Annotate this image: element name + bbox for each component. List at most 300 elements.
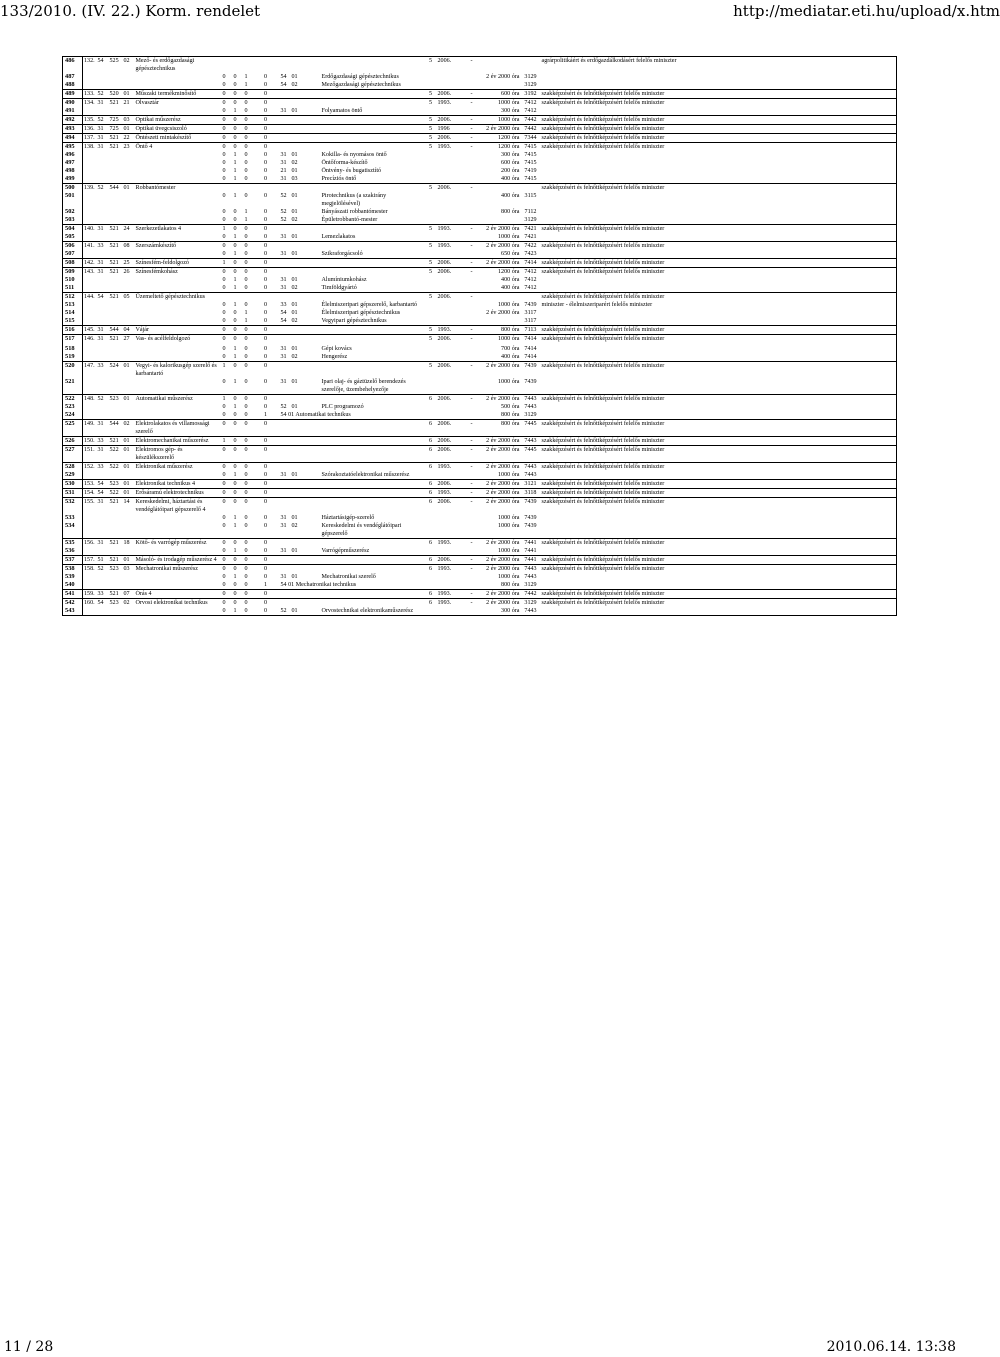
dash-mark: - [463,599,481,608]
structure-flag: 0 [230,125,241,134]
dash-mark: - [463,420,481,437]
feor-code: 3129 [524,74,537,80]
okj-field-code: 725 [109,125,123,134]
okj-field-code: 521 [109,143,123,152]
responsible-ministry: szakképzésért és felnőttképzésért felelős miniszter [541,362,897,379]
training-hours: 500 óra [501,404,520,410]
okj-level-code: 52 [97,90,109,99]
part-number: 143. [84,269,95,275]
table-row [63,573,897,581]
feor-code: 7422 [521,242,541,251]
structure-flag: 0 [241,539,252,548]
responsible-ministry: szakképzésért és felnőttképzésért felelős miniszter [541,116,897,125]
okj-field-code [109,343,123,353]
structure-flag: 0 [233,209,237,215]
training-hours: 1000 óra [481,233,521,242]
structure-flag: 0 [219,326,230,335]
structure-flag: 1 [219,259,230,268]
structure-flag: 0 [241,565,252,574]
feor-code: 7113 [521,326,541,335]
sub-qualification-name [321,242,425,251]
training-hours: 600 óra [501,160,520,166]
qualification-name: Öntészeti mintakészítő [135,134,219,143]
sub-code-a: 31 [280,353,291,362]
year-value [437,411,463,420]
sub-qualification-name [321,57,425,74]
sub-code-a: 31 [280,522,291,539]
okj-level-code: 31 [97,99,109,108]
table-row [63,607,897,616]
structure-flag [219,57,230,74]
sub-code-a [280,184,291,193]
responsible-ministry: szakképzésért és felnőttképzésért felelős miniszter [541,125,897,134]
level-value [425,208,437,216]
qualification-name: Vas- és acélfeldolgozó [135,335,219,344]
okj-seq-code: 14 [123,498,135,515]
sub-qualification-name [321,225,425,234]
qualification-name: Kötő- és varrógép műszerész [135,539,219,548]
responsible-ministry: miniszter - élelmiszeriparért felelős miniszter [541,301,897,309]
structure-flag: 0 [241,335,252,344]
okj-field-code: 523 [109,599,123,608]
okj-seq-code: 02 [123,420,135,437]
sub-code-c [303,353,321,362]
okj-field-code [109,353,123,362]
row-number: 500 [63,184,83,193]
sub-code-a [280,134,291,143]
sub-code-a [280,599,291,608]
training-hours: 400 óra [481,284,521,293]
structure-flag: 0 [241,411,252,420]
row-number: 508 [63,259,83,268]
okj-field-code: 521 [109,539,123,548]
sub-qualification-name: Alumíniumkohász [321,277,367,283]
browser-print-footer [0,1338,960,1357]
okj-seq-code: 01 [123,556,135,565]
structure-flag: 1 [244,74,248,80]
okj-level-code: 54 [97,293,109,302]
structure-flag: 0 [230,242,241,251]
year-value: 2006. [437,134,463,143]
level-value: 5 [425,143,437,152]
sub-code-c [303,471,321,480]
year-value: 2006. [437,420,463,437]
sub-code-c [303,167,321,175]
structure-flag [252,57,280,74]
part-number [83,573,97,581]
training-hours: 1200 óra [481,268,521,277]
part-number [83,175,97,184]
structure-flag: 0 [252,590,280,599]
okj-field-code [109,607,123,616]
sub-code-a: 54 [280,74,287,80]
level-value: 5 [425,293,437,302]
row-number: 512 [63,293,83,302]
part-number: 136. [84,126,95,132]
qualification-name [135,317,219,326]
sub-code-c [303,284,321,293]
responsible-ministry [541,216,897,225]
sub-code-a: 31 [280,346,287,352]
structure-flag: 0 [219,143,230,152]
row-number: 489 [63,90,83,99]
sub-code-a: 31 [280,175,291,184]
dash-mark: - [463,539,481,548]
responsible-ministry [541,159,897,167]
structure-flag: 0 [252,489,280,498]
okj-seq-code [123,471,135,480]
qualification-name: Műszaki termékminősítő [135,90,219,99]
sub-code-b [291,90,303,99]
table-row [63,259,897,268]
training-hours: 200 óra [501,168,520,174]
okj-field-code [109,107,123,116]
responsible-ministry: szakképzésért és felnőttképzésért felelős miniszter [541,489,897,498]
part-number: 149. [83,420,97,437]
structure-flag: 0 [230,489,241,498]
structure-flag: 1 [219,437,230,446]
okj-seq-code: 23 [123,143,135,152]
qualification-name: Elektromos gép- és készülékszerelő [135,446,219,463]
table-row [63,547,897,556]
sub-code-c [303,480,321,489]
dash-mark: - [463,57,481,74]
table-row [63,208,897,216]
year-value: 2006. [437,335,463,344]
okj-level-code [97,175,109,184]
structure-flag: 0 [230,99,241,108]
training-hours: 1200 óra [481,134,521,143]
structure-flag [230,293,241,302]
training-hours: 1000 óra [481,99,521,108]
okj-field-code [109,573,123,581]
okj-field-code [109,73,123,81]
level-value [425,276,437,284]
responsible-ministry: szakképzésért és felnőttképzésért felelős miniszter [541,143,897,152]
structure-flag: 0 [252,143,280,152]
structure-flag: 0 [241,134,252,143]
okj-field-code: 521 [109,437,123,446]
table-row [63,309,897,317]
sub-code-a: 31 [280,277,287,283]
structure-flag: 0 [241,480,252,489]
year-value [437,250,463,259]
responsible-ministry: szakképzésért és felnőttképzésért felelős miniszter [541,420,897,437]
year-value: 2006. [437,293,463,302]
year-value [437,378,463,395]
sub-code-a [280,395,291,404]
table-row [63,522,897,539]
sub-code-c [303,143,321,152]
feor-code [521,184,541,193]
structure-flag: 0 [230,590,241,599]
dash-mark [463,343,481,353]
table-row [63,107,897,116]
sub-code-c [303,250,321,259]
okj-field-code: 521 [109,335,123,344]
okj-level-code [97,73,109,81]
part-number [83,353,97,362]
sub-qualification-name [321,99,425,108]
dash-mark: - [463,99,481,108]
feor-code: 7442 [521,125,541,134]
dash-mark: - [463,134,481,143]
okj-seq-code: 18 [123,539,135,548]
dash-mark: - [463,395,481,404]
dash-mark [463,378,481,395]
qualification-name [135,276,219,284]
responsible-ministry [541,73,897,81]
structure-flag: 0 [241,362,252,379]
structure-flag: 0 [241,90,252,99]
dash-mark: - [463,362,481,379]
structure-flag: 0 [241,463,252,472]
dash-mark [463,309,481,317]
qualification-name [135,581,219,590]
structure-flag: 0 [219,125,230,134]
okj-level-code [97,514,109,522]
training-hours [481,317,521,326]
table-row [63,378,897,395]
feor-code: 7442 [521,116,541,125]
year-value: 2006. [437,184,463,193]
structure-flag: 0 [244,193,248,199]
structure-flag: 0 [222,168,226,174]
structure-flag: 0 [252,522,280,539]
structure-flag: 0 [230,411,241,420]
document-url: http://mediatar.eti.hu/upload/x.htm [733,2,1000,20]
level-value [425,284,437,293]
level-value: 6 [425,395,437,404]
sub-code-b: 01 [291,152,298,158]
feor-code: 7439 [524,515,537,521]
sub-code-b: 01 [291,168,298,174]
table-row [63,134,897,143]
training-hours: 2 év 2000 óra [481,489,521,498]
sub-qualification-name [321,90,425,99]
structure-flag: 0 [230,395,241,404]
structure-flag: 0 [230,498,241,515]
training-hours: 300 óra [481,107,521,116]
structure-flag: 0 [244,160,248,166]
sub-code-c [303,547,321,556]
structure-flag: 0 [222,515,226,521]
training-hours: 2 év 2000 óra [481,590,521,599]
okj-field-code: 521 [109,268,123,277]
row-number: 543 [63,607,83,616]
level-value: 5 [425,134,437,143]
structure-flag: 0 [230,216,241,225]
okj-level-code [97,276,109,284]
level-value: 6 [425,437,437,446]
table-row [63,420,897,437]
sub-qualification-name [321,480,425,489]
sub-code-b: 01 [291,193,298,199]
responsible-ministry: szakképzésért és felnőttképzésért felelős miniszter [541,326,897,335]
dash-mark [463,284,481,293]
structure-flag: 1 [219,225,230,234]
responsible-ministry [541,343,897,353]
structure-flag: 0 [219,480,230,489]
qualification-name: Automatikai műszerész [135,395,219,404]
okj-field-code: 521 [109,293,123,302]
structure-flag: 0 [219,420,230,437]
part-number: 137. [84,135,95,141]
row-number: 537 [63,556,83,565]
feor-code: 7443 [521,437,541,446]
training-hours: 650 óra [481,250,521,259]
sub-qualification-name [321,446,425,463]
sub-code-c [303,556,321,565]
structure-flag: 1 [219,362,230,379]
year-value: 2006. [437,437,463,446]
training-hours: 2 év 2000 óra [481,446,521,463]
row-number: 526 [63,437,83,446]
okj-level-code: 52 [97,116,109,125]
okj-level-code: 31 [97,335,109,344]
structure-flag: 0 [230,143,241,152]
qualification-name: Orvosi elektronikai technikus [135,599,219,608]
sub-code-a [280,125,291,134]
structure-flag: 1 [233,515,237,521]
qualification-name [135,107,219,116]
dash-mark: - [463,556,481,565]
table-row [63,498,897,515]
responsible-ministry [541,353,897,362]
okj-field-code [109,514,123,522]
responsible-ministry [541,233,897,242]
sub-qualification-name [321,463,425,472]
sub-qualification-name [321,395,425,404]
level-value: 5 [425,116,437,125]
okj-seq-code: 01 [123,437,135,446]
row-number: 517 [63,335,83,344]
okj-seq-code [123,411,135,420]
table-row [63,471,897,480]
responsible-ministry: szakképzésért és felnőttképzésért felelős miniszter [541,539,897,548]
structure-flag: 0 [263,74,268,80]
structure-flag: 0 [252,463,280,472]
training-hours: 300 óra [501,152,520,158]
structure-flag [219,293,230,302]
structure-flag: 1 [230,353,241,362]
sub-qualification-name [321,498,425,515]
sub-code-b [291,480,303,489]
year-value [437,276,463,284]
feor-code: 7443 [524,404,537,410]
okj-seq-code: 21 [123,99,135,108]
sub-qualification-name: Épületrobbantó-mester [321,216,425,225]
structure-flag: 0 [241,284,252,293]
sub-qualification-name: Vegyipari gépésztechnikus [321,317,425,326]
level-value [425,216,437,225]
sub-code-a: 54 [280,310,287,316]
okj-seq-code: 07 [123,590,135,599]
okj-level-code [97,522,109,539]
structure-flag: 0 [263,404,268,410]
okj-field-code: 521 [109,134,123,143]
level-value [425,250,437,259]
sub-qualification-name [321,362,425,379]
structure-flag: 0 [241,590,252,599]
structure-flag: 0 [241,250,252,259]
okj-seq-code: 01 [123,463,135,472]
okj-field-code [109,167,123,175]
sub-code-c [303,225,321,234]
sub-code-a: 52 [280,404,287,410]
structure-flag: 0 [263,574,268,580]
sub-qualification-name [321,125,425,134]
sub-qualification-name [321,539,425,548]
row-number: 507 [63,250,83,259]
year-value [437,547,463,556]
okj-level-code: 31 [97,225,109,234]
sub-qualification-name [321,599,425,608]
dash-mark: - [463,437,481,446]
okj-level-code: 31 [97,326,109,335]
table-row [63,250,897,259]
dash-mark [463,208,481,216]
row-number: 501 [63,192,83,208]
training-hours: 2 év 2000 óra [481,463,521,472]
structure-flag: 0 [219,134,230,143]
okj-seq-code [123,378,135,395]
dash-mark: - [463,125,481,134]
row-number: 522 [63,395,83,404]
level-value: 6 [425,420,437,437]
training-hours: 600 óra [481,90,521,99]
structure-flag: 1 [230,107,241,116]
sub-code-b: 03 [291,175,303,184]
sub-code-b: 02 [291,522,303,539]
structure-flag: 0 [241,99,252,108]
sub-qualification-name [321,259,425,268]
structure-flag: 0 [230,599,241,608]
okj-seq-code: 01 [123,480,135,489]
table-row [63,317,897,326]
okj-level-code [97,151,109,159]
feor-code: 7414 [521,259,541,268]
part-number: 157. [84,557,95,563]
sub-qualification-name: Háztartásigép-szerelő [321,515,375,521]
sub-code-a [280,326,291,335]
okj-level-code: 52 [97,395,109,404]
level-value [425,607,437,616]
structure-flag: 1 [233,404,237,410]
structure-flag: 0 [219,242,230,251]
training-hours [481,184,521,193]
okj-seq-code [123,159,135,167]
year-value: 1996 [437,125,463,134]
feor-code: 7412 [521,268,541,277]
row-number: 494 [63,134,83,143]
table-row [63,184,897,193]
structure-flag [241,184,252,193]
responsible-ministry [541,284,897,293]
structure-flag: 0 [252,90,280,99]
table-row [63,590,897,599]
structure-flag: 0 [219,99,230,108]
okj-field-code [109,471,123,480]
responsible-ministry: szakképzésért és felnőttképzésért felelős miniszter [541,184,897,193]
sub-code-c [303,309,321,317]
qualification-name: Színesfém-feldolgozó [135,259,219,268]
structure-flag: 1 [241,81,252,90]
year-value: 2006. [437,498,463,515]
sub-code-b [291,437,303,446]
table-row [63,151,897,159]
structure-flag: 0 [252,446,280,463]
